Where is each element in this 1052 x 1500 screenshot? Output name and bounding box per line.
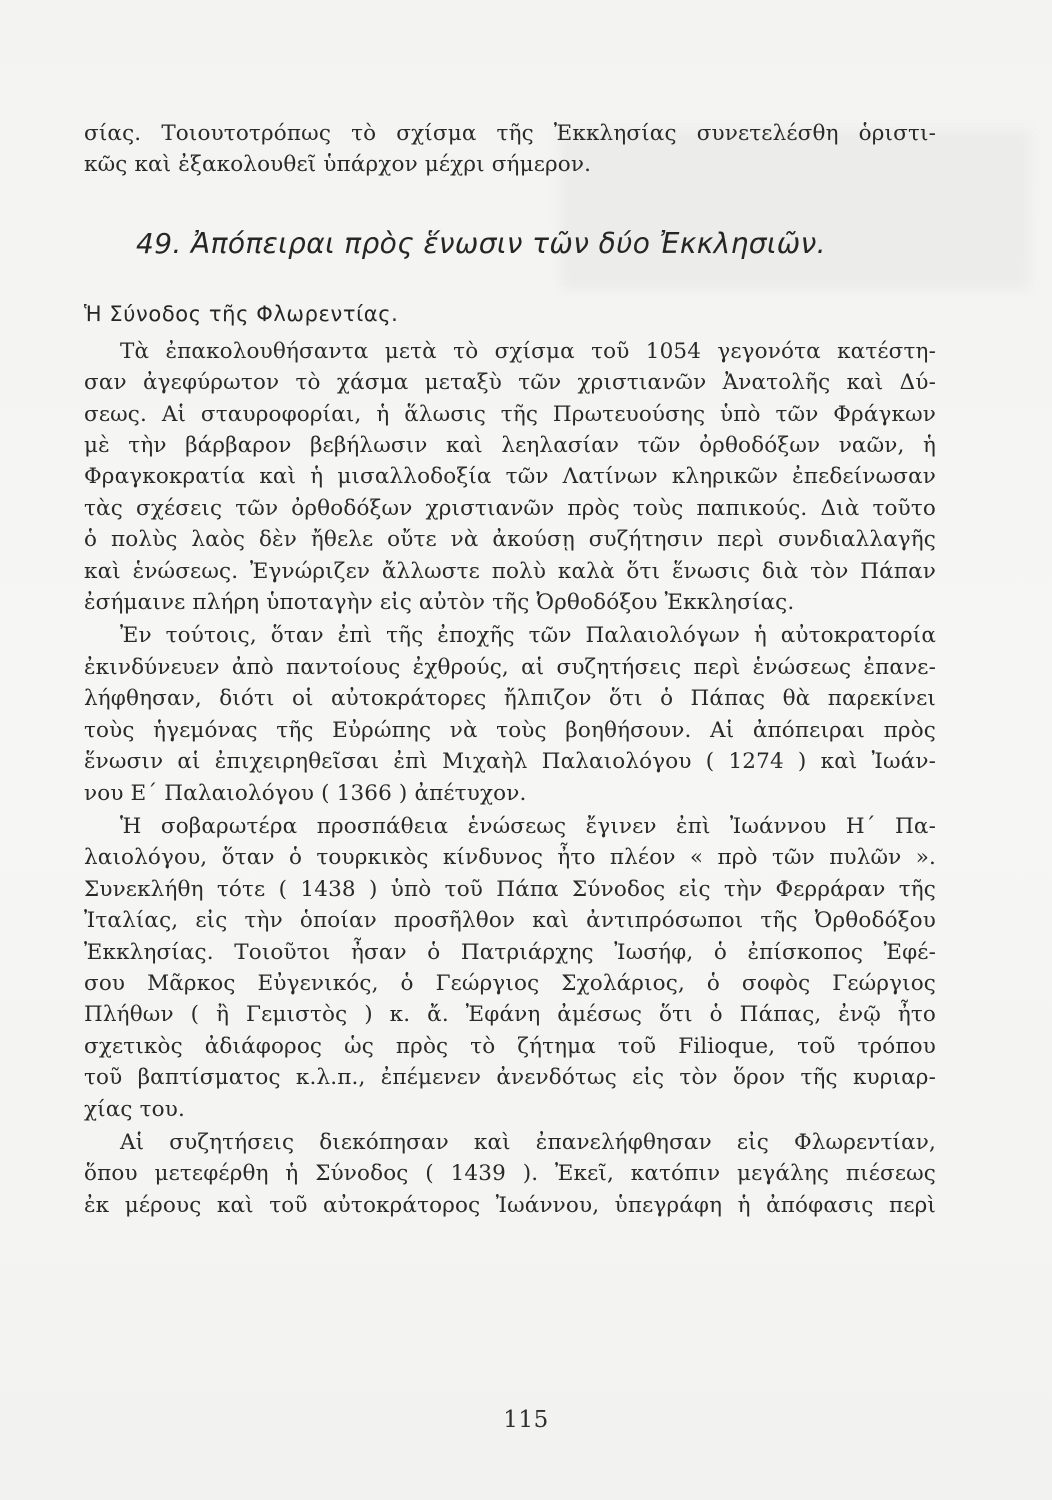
text-line: νου Ε΄ Παλαιολόγου ( 1366 ) ἀπέτυχον. xyxy=(84,780,527,806)
text-line: ἐσήμαινε πλήρη ὑποταγὴν εἰς αὐτὸν τῆς Ὀρθοδόξου Ἐκκλησίας. xyxy=(84,590,795,616)
text-line: τοὺς ἡγεμόνας τῆς Εὐρώπης νὰ τοὺς βοηθήσουν. Αἱ ἀπόπειραι πρὸς xyxy=(84,717,936,743)
text-line: ἐκινδύνευεν ἀπὸ παντοίους ἐχθρούς, αἱ συζητήσεις περὶ ἑνώσεως ἐπανε- xyxy=(84,654,936,680)
text-line: κῶς καὶ ἐξακολουθεῖ ὑπάρχον μέχρι σήμερον. xyxy=(84,152,592,178)
text-line: καὶ ἑνώσεως. Ἐγνώριζεν ἄλλωστε πολὺ καλὰ ὅτι ἕνωσις διὰ τὸν Πάπαν xyxy=(84,558,936,584)
text-line: σχετικὸς ἀδιάφορος ὡς πρὸς τὸ ζήτημα τοῦ Filioque, τοῦ τρόπου xyxy=(84,1033,936,1059)
text-line: Ἐκκλησίας. Τοιοῦτοι ἦσαν ὁ Πατριάρχης Ἰωσήφ, ὁ ἐπίσκοπος Ἐφέ- xyxy=(84,939,936,965)
paragraph-1 xyxy=(84,336,936,619)
text-line: ὁ πολὺς λαὸς δὲν ἤθελε οὔτε νὰ ἀκούσῃ συζήτησιν περὶ συνδιαλλαγῆς xyxy=(84,527,936,553)
text-line: Πλήθων ( ἢ Γεμιστὸς ) κ. ἄ. Ἐφάνη ἀμέσως ὅτι ὁ Πάπας, ἐνῷ ἦτο xyxy=(84,1002,936,1028)
text-line: σαν ἀγεφύρωτον τὸ χάσμα μεταξὺ τῶν χριστιανῶν Ἀνατολῆς καὶ Δύ- xyxy=(84,370,936,396)
text-line: Ἰταλίας, εἰς τὴν ὁποίαν προσῆλθον καὶ ἀντιπρόσωποι τῆς Ὀρθοδόξου xyxy=(84,908,936,934)
text-line: λήφθησαν, διότι οἱ αὐτοκράτορες ἤλπιζον ὅτι ὁ Πάπας θὰ παρεκίνει xyxy=(84,686,936,712)
text-line: ἐκ μέρους καὶ τοῦ αὐτοκράτορος Ἰωάννου, ὑπεγράφη ἡ ἀπόφασις περὶ xyxy=(84,1192,936,1218)
text-line: τοῦ βαπτίσματος κ.λ.π., ἐπέμενεν ἀνενδότως εἰς τὸν ὅρον τῆς κυριαρ- xyxy=(84,1065,936,1091)
text-line: λαιολόγου, ὅταν ὁ τουρκικὸς κίνδυνος ἦτο πλέον « πρὸ τῶν πυλῶν ». xyxy=(84,845,936,871)
paragraph-2 xyxy=(84,620,936,808)
text-line: σεως. Αἱ σταυροφορίαι, ἡ ἅλωσις τῆς Πρωτευούσης ὑπὸ τῶν Φράγκων xyxy=(84,401,936,427)
text-line: Φραγκοκρατία καὶ ἡ μισαλλοδοξία τῶν Λατίνων κληρικῶν ἐπεδείνωσαν xyxy=(84,464,936,490)
subheading: Ἡ Σύνοδος τῆς Φλωρεντίας. xyxy=(84,301,399,326)
text-line: σίας. Τοιουτοτρόπως τὸ σχίσμα τῆς Ἐκκλησίας συνετελέσθη ὁριστι- xyxy=(84,121,936,146)
paragraph-3 xyxy=(84,811,936,1125)
text-line: Τὰ ἐπακολουθήσαντα μετὰ τὸ σχίσμα τοῦ 1054 γεγονότα κατέστη- xyxy=(120,338,936,364)
intro-paragraph xyxy=(84,118,936,181)
text-line: χίας του. xyxy=(84,1096,185,1122)
text-line: ἕνωσιν αἱ ἐπιχειρηθεῖσαι ἐπὶ Μιχαὴλ Παλαιολόγου ( 1274 ) καὶ Ἰωάν- xyxy=(84,749,936,775)
text-line: Αἱ συζητήσεις διεκόπησαν καὶ ἐπανελήφθησαν εἰς Φλωρεντίαν, xyxy=(120,1129,936,1155)
text-line: Συνεκλήθη τότε ( 1438 ) ὑπὸ τοῦ Πάπα Σύνοδος εἰς τὴν Φερράραν τῆς xyxy=(84,876,936,902)
text-line: μὲ τὴν βάρβαρον βεβήλωσιν καὶ λεηλασίαν τῶν ὀρθοδόξων ναῶν, ἡ xyxy=(84,433,936,459)
text-line: σου Μᾶρκος Εὐγενικός, ὁ Γεώργιος Σχολάριος, ὁ σοφὸς Γεώργιος xyxy=(84,970,936,996)
paragraph-4 xyxy=(84,1127,936,1221)
text-line: Ἐν τούτοις, ὅταν ἐπὶ τῆς ἐποχῆς τῶν Παλαιολόγων ἡ αὐτοκρατορία xyxy=(120,623,936,649)
section-heading: 49. Ἀπόπειραι πρὸς ἕνωσιν τῶν δύο Ἐκκλησιῶν. xyxy=(136,226,826,260)
text-line: Ἡ σοβαρωτέρα προσπάθεια ἑνώσεως ἔγινεν ἐπὶ Ἰωάννου Η΄ Πα- xyxy=(120,813,936,839)
text-line: ὅπου μετεφέρθη ἡ Σύνοδος ( 1439 ). Ἐκεῖ, κατόπιν μεγάλης πιέσεως xyxy=(84,1161,936,1187)
page-number: 115 xyxy=(503,1407,549,1433)
page-text xyxy=(84,118,936,1221)
text-line: τὰς σχέσεις τῶν ὀρθοδόξων χριστιανῶν πρὸς τοὺς παπικούς. Διὰ τοῦτο xyxy=(84,495,936,521)
